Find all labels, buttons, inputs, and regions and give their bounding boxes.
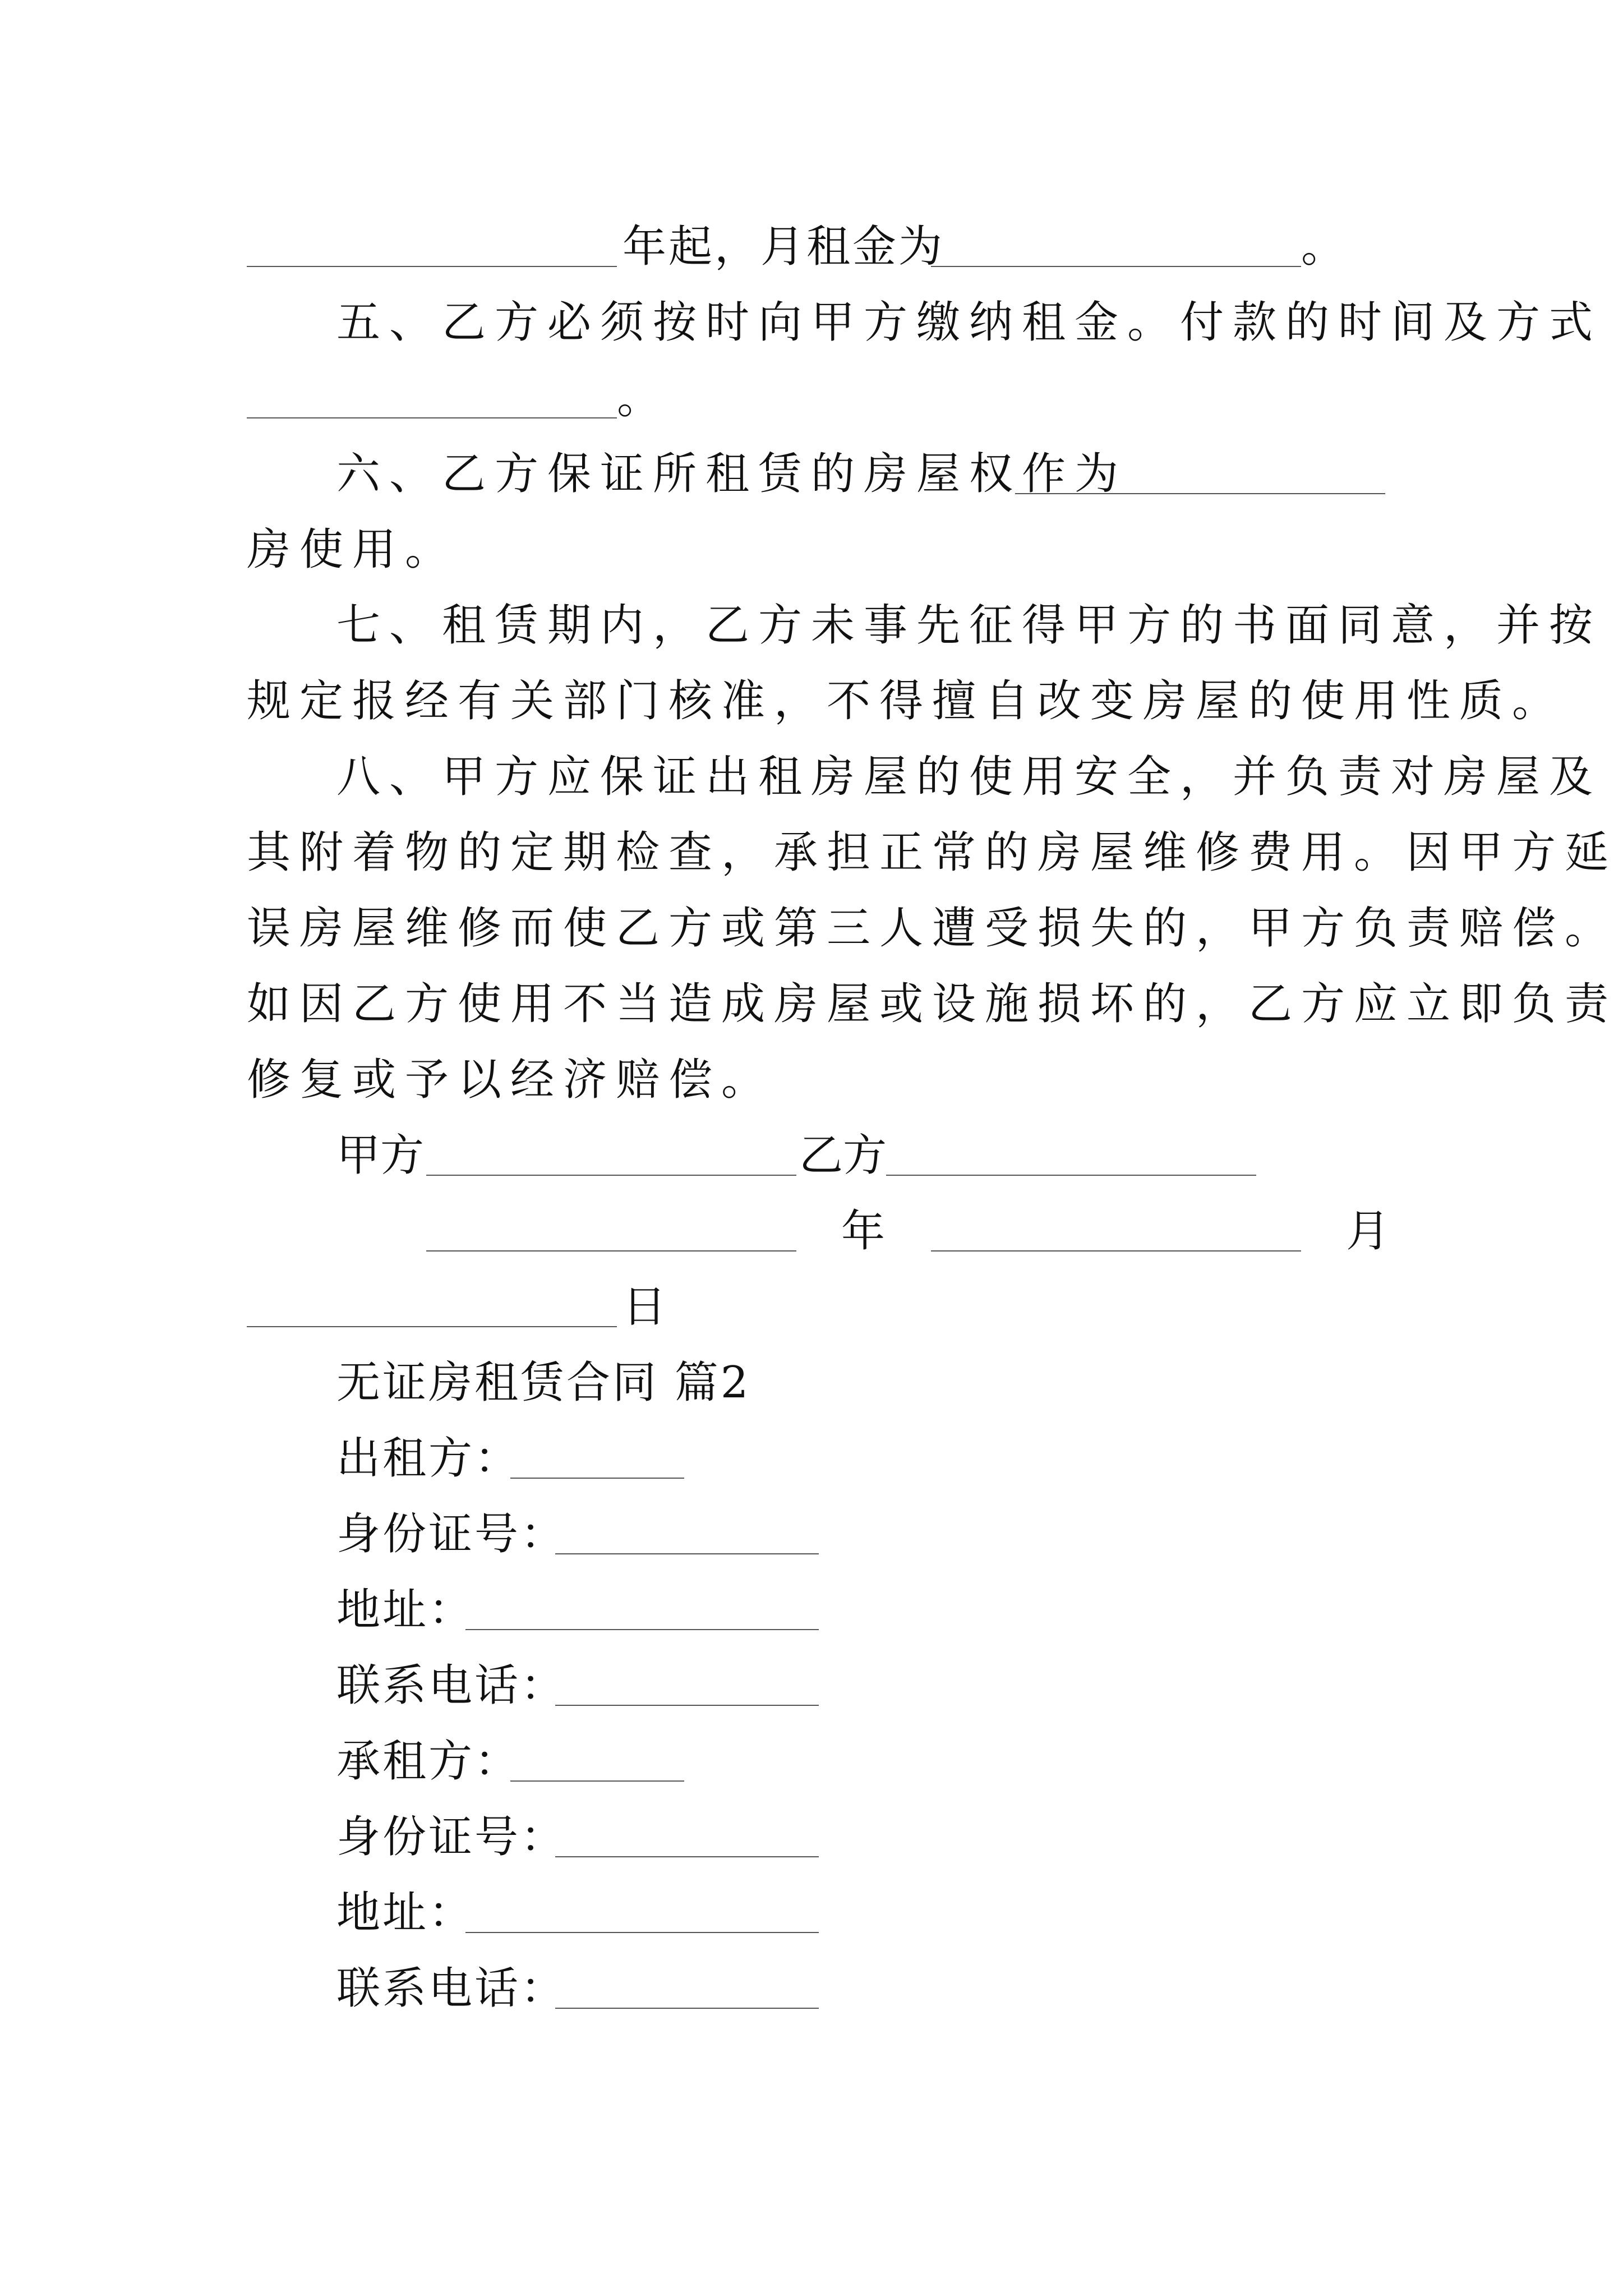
text-period: 。 (1301, 222, 1345, 272)
blank-day[interactable] (247, 1326, 617, 1327)
blank-payment-method[interactable] (247, 417, 617, 418)
lessor-name-input[interactable] (510, 1478, 684, 1479)
blank-monthly-rent[interactable] (931, 266, 1301, 267)
lessor-address-input[interactable] (465, 1629, 819, 1630)
blank-year[interactable] (426, 1250, 796, 1251)
lessee-phone-input[interactable] (555, 2008, 819, 2009)
blank-party-a[interactable] (426, 1175, 796, 1176)
clause-8-line-3: 误房屋维修而使乙方或第三人遭受损失的，甲方负责赔偿。 (247, 903, 1618, 954)
lessee-id-input[interactable] (555, 1856, 819, 1857)
clause-8-line-5: 修复或予以经济赔偿。 (247, 1055, 774, 1105)
section-heading: 无证房租赁合同 篇2 (336, 1358, 751, 1408)
field-label-lessee: 承租方： (336, 1736, 521, 1787)
text-period: 。 (617, 373, 661, 424)
field-label-lessor-id: 身份证号： (336, 1509, 567, 1559)
clause-5-text: 五、乙方必须按时向甲方缴纳租金。付款的时间及方式 (336, 297, 1602, 348)
blank-house-use[interactable] (1015, 493, 1385, 494)
field-label-lessor-address: 地址： (336, 1585, 475, 1635)
blank-rent-start-year[interactable] (247, 266, 617, 267)
field-label-lessee-id: 身份证号： (336, 1812, 567, 1862)
label-party-a: 甲方 (336, 1130, 425, 1181)
lessee-address-input[interactable] (465, 1932, 819, 1933)
clause-6-cont: 房使用。 (247, 524, 458, 575)
field-label-lessee-address: 地址： (336, 1888, 475, 1938)
field-label-lessee-phone: 联系电话： (336, 1963, 567, 2014)
clause-8-line-1: 八、甲方应保证出租房屋的使用安全，并负责对房屋及 (336, 752, 1602, 802)
clause-7-line-1: 七、租赁期内，乙方未事先征得甲方的书面同意，并按 (336, 600, 1602, 651)
blank-month[interactable] (931, 1250, 1301, 1251)
clause-8-line-4: 如因乙方使用不当造成房屋或设施损坏的，乙方应立即负责 (247, 979, 1618, 1029)
field-label-lessor: 出租方： (336, 1433, 521, 1484)
label-day: 日 (623, 1282, 667, 1332)
label-year: 年 (841, 1206, 886, 1257)
lessor-phone-input[interactable] (555, 1705, 819, 1706)
blank-party-b[interactable] (886, 1175, 1256, 1176)
label-party-b: 乙方 (799, 1130, 887, 1181)
field-label-lessor-phone: 联系电话： (336, 1660, 567, 1711)
clause-6-text: 六、乙方保证所租赁的房屋权作为 (336, 449, 1128, 499)
lessee-name-input[interactable] (510, 1780, 684, 1782)
label-month: 月 (1346, 1206, 1390, 1257)
text-rent-start: 年起，月租金为 (623, 222, 945, 272)
clause-7-line-2: 规定报经有关部门核准，不得擅自改变房屋的使用性质。 (247, 676, 1565, 726)
lessor-id-input[interactable] (555, 1553, 819, 1554)
clause-8-line-2: 其附着物的定期检查，承担正常的房屋维修费用。因甲方延 (247, 827, 1618, 878)
